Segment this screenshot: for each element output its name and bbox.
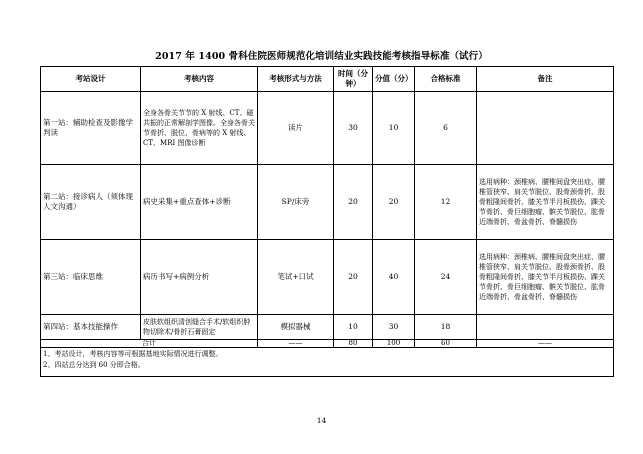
time-cell: 10	[334, 315, 373, 340]
total-method: ——	[258, 340, 334, 348]
pass-cell: 6	[415, 92, 477, 165]
header-time: 时间（分钟）	[334, 67, 373, 92]
score-cell: 10	[373, 92, 415, 165]
remark-cell	[477, 92, 614, 165]
header-pass: 合格标准	[415, 67, 477, 92]
total-label: 合计	[41, 340, 258, 348]
remark-cell: 选用病种：颈椎病、腰椎间盘突出症、腰椎管狭窄、肩关节脱位、股骨颈骨折、股骨粗隆间骨折、膝关节半月板损伤、踝关节骨折、骨巨细胞瘤、髌关节脱位、肱骨近端骨折、骨盆骨折、脊髓损伤	[477, 165, 614, 240]
total-pass: 60	[415, 340, 477, 348]
time-cell: 20	[334, 165, 373, 240]
table-row	[41, 92, 614, 165]
note-item: 2、四站总分达到 60 分即合格。	[43, 361, 145, 369]
total-row	[41, 340, 614, 348]
content-cell: 病历书写+病例分析	[141, 240, 258, 315]
pass-cell: 12	[415, 165, 477, 240]
page-number: 14	[316, 416, 327, 425]
notes-row	[41, 348, 614, 377]
note-item: 1、考站设计，考核内容等可根据基地实际情况进行调整。	[43, 350, 223, 358]
station-cell: 第三站：临床思维	[41, 240, 141, 315]
method-cell: SP/床旁	[258, 165, 334, 240]
method-cell: 笔试+口试	[258, 240, 334, 315]
station-cell: 第一站：辅助检查及影像学判读	[41, 92, 141, 165]
table-row	[41, 165, 614, 240]
pass-cell: 24	[415, 240, 477, 315]
score-cell: 40	[373, 240, 415, 315]
remark-cell	[477, 315, 614, 340]
total-remark: ——	[477, 340, 614, 348]
content-cell: 皮肤软组织清创缝合手术/软组织肿物切除术/骨折石膏固定	[141, 315, 258, 340]
remark-cell: 选用病种：颈椎病、腰椎间盘突出症、腰椎管狭窄、肩关节脱位、股骨颈骨折、股骨粗隆间骨折、膝关节半月板损伤、踝关节骨折、骨巨细胞瘤、髌关节脱位、肱骨近端骨折、骨盆骨折、脊髓损伤	[477, 240, 614, 315]
notes-cell	[41, 348, 614, 377]
document-title: 2017 年 1400 骨科住院医师规范化培训结业实践技能考核指导标准（试行）	[155, 51, 488, 62]
time-cell: 30	[334, 92, 373, 165]
score-cell: 30	[373, 315, 415, 340]
table-header-row	[41, 67, 614, 92]
method-cell: 模拟器械	[258, 315, 334, 340]
header-station: 考站设计	[41, 67, 141, 92]
pass-cell: 18	[415, 315, 477, 340]
header-content: 考核内容	[141, 67, 258, 92]
station-cell: 第四站：基本技能操作	[41, 315, 141, 340]
exam-standard-table	[40, 66, 614, 377]
content-cell: 全身各骨关节节的 X 射线、CT、磁共振的正常解剖学图像。全身各骨关节骨折、脱位、骨病等的 X 射线、CT、MRI 图像诊断	[141, 92, 258, 165]
table-row	[41, 315, 614, 340]
score-cell: 20	[373, 165, 415, 240]
header-remark: 备注	[477, 67, 614, 92]
method-cell: 读片	[258, 92, 334, 165]
header-score: 分值（分）	[373, 67, 415, 92]
table-row	[41, 240, 614, 315]
station-cell: 第二站：接诊病人（须体现人文沟通）	[41, 165, 141, 240]
total-time: 80	[334, 340, 373, 348]
header-method: 考核形式与方法	[258, 67, 334, 92]
time-cell: 20	[334, 240, 373, 315]
content-cell: 病史采集+重点查体+诊断	[141, 165, 258, 240]
total-score: 100	[373, 340, 415, 348]
